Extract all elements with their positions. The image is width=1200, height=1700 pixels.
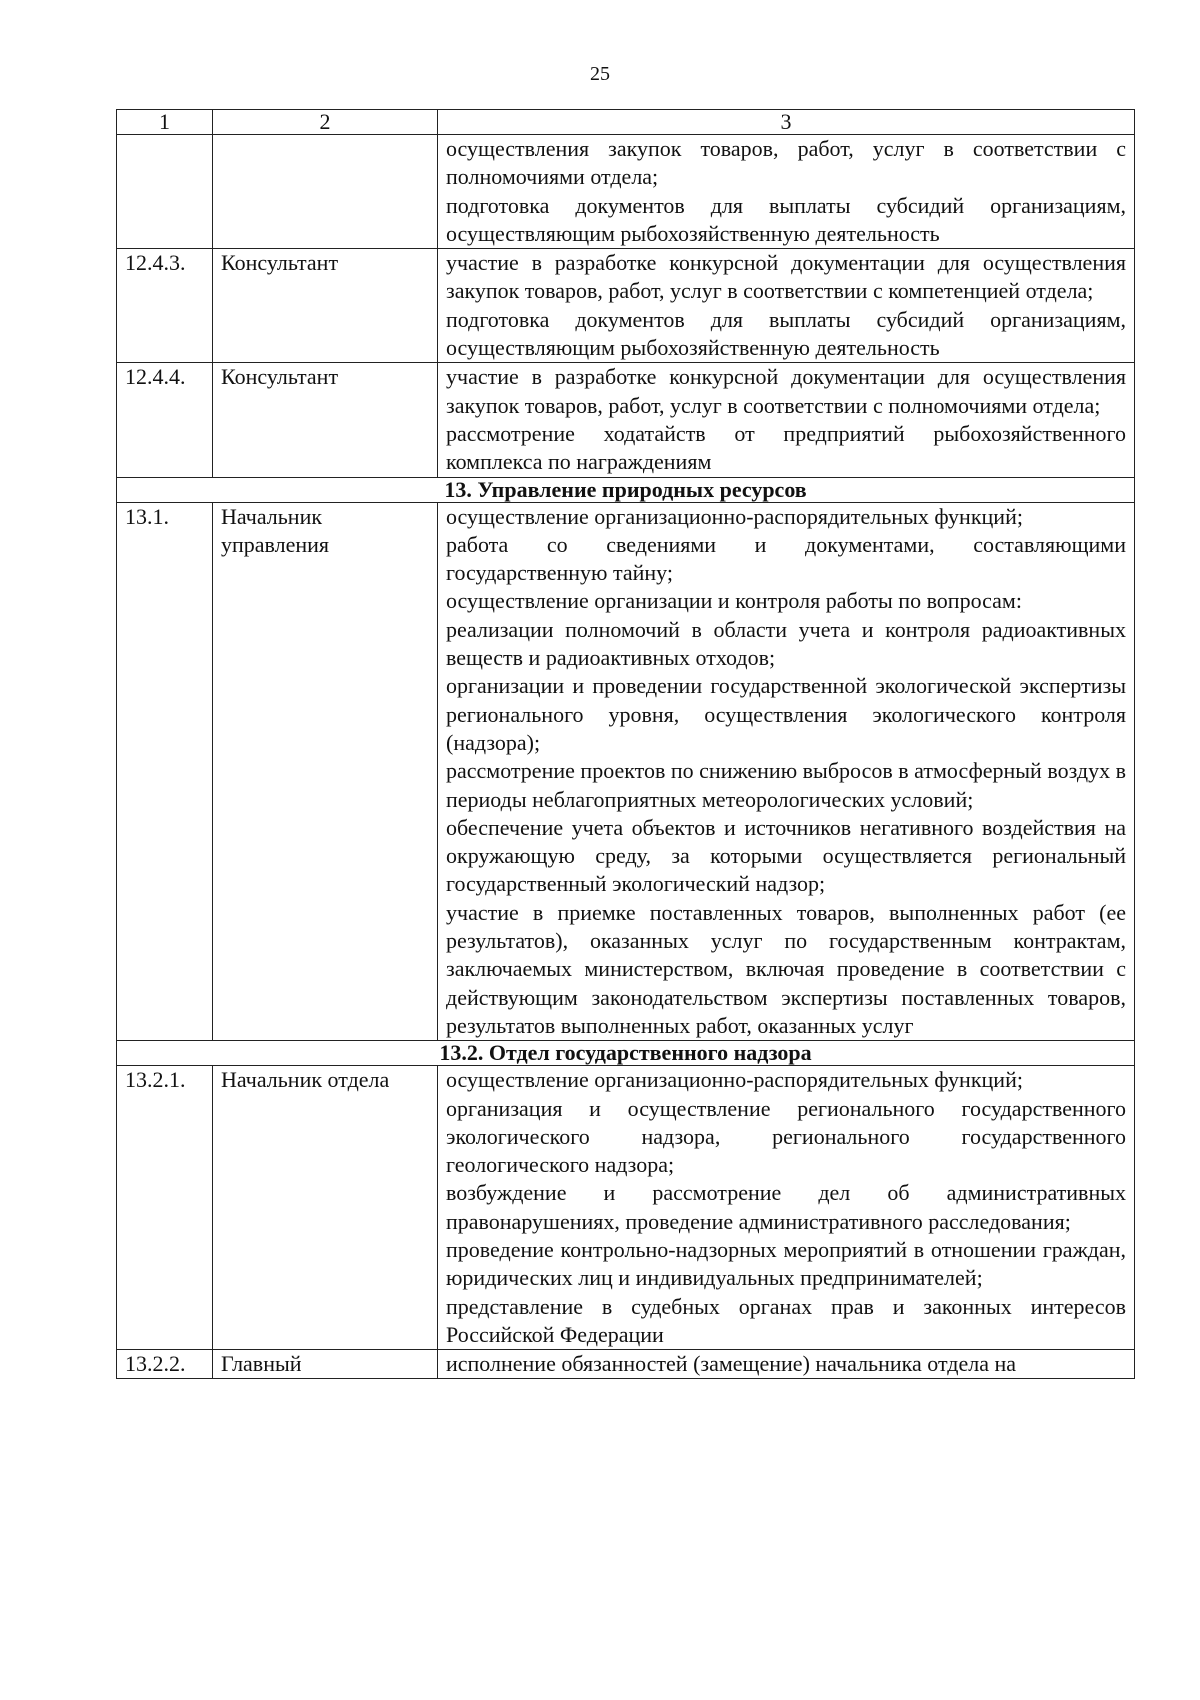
row-number: 13.1. xyxy=(117,502,213,1041)
page-number: 25 xyxy=(590,63,610,85)
duty-item: представление в судебных органах прав и законных интересов Российской Федерации xyxy=(446,1293,1126,1347)
section-title: 13. Управление природных ресурсов xyxy=(117,477,1135,502)
duty-item: реализации полномочий в области учета и контроля радиоактивных веществ и радиоактивных отходов; xyxy=(446,616,1126,671)
row-number: 13.2.1. xyxy=(117,1066,213,1350)
duty-item: исполнение обязанностей (замещение) начальника отдела на xyxy=(446,1351,1017,1377)
duty-item: подготовка документов для выплаты субсидий организациям, осуществляющим рыбохозяйственную деятельность xyxy=(446,192,1126,246)
duty-item: осуществление организационно-распорядительных функций; xyxy=(446,1067,1023,1093)
row-number xyxy=(117,135,213,249)
row-position: Консультант xyxy=(213,363,438,477)
row-position xyxy=(213,135,438,249)
table-row xyxy=(117,502,1135,1041)
row-duties xyxy=(438,135,1135,249)
row-duties xyxy=(438,363,1135,477)
header-col-2: 2 xyxy=(213,110,438,135)
row-duties xyxy=(438,1350,1135,1379)
table-row xyxy=(117,1350,1135,1379)
header-col-3: 3 xyxy=(438,110,1135,135)
duty-item: работа со сведениями и документами, составляющими государственную тайну; xyxy=(446,531,1126,586)
header-col-1: 1 xyxy=(117,110,213,135)
table-header-row xyxy=(117,110,1135,135)
duty-item: рассмотрение проектов по снижению выбросов в атмосферный воздух в периоды неблагоприятных метеорологических условий; xyxy=(446,758,1126,812)
duty-item: осуществление организации и контроля работы по вопросам: xyxy=(446,588,1022,614)
table-row xyxy=(117,249,1135,363)
row-duties xyxy=(438,502,1135,1041)
duty-item: рассмотрение ходатайств от предприятий рыбохозяйственного комплекса по награждениям xyxy=(446,420,1126,475)
row-number: 12.4.3. xyxy=(117,249,213,363)
duty-item: возбуждение и рассмотрение дел об административных правонарушениях, проведение административного расследования; xyxy=(446,1180,1126,1234)
section-row xyxy=(117,1041,1135,1066)
duty-item: обеспечение учета объектов и источников негативного воздействия на окружающую среду, за которыми осуществляется региональный государственный экологический надзор; xyxy=(446,814,1126,897)
row-position: Главный xyxy=(213,1350,438,1379)
duty-item: проведение контрольно-надзорных мероприятий в отношении граждан, юридических лиц и индивидуальных предпринимателей; xyxy=(446,1236,1126,1291)
row-number: 12.4.4. xyxy=(117,363,213,477)
staff-duties-table xyxy=(116,109,1135,1379)
duty-item: осуществление организационно-распорядительных функций; xyxy=(446,503,1023,529)
row-duties xyxy=(438,1066,1135,1350)
table-row xyxy=(117,363,1135,477)
row-duties xyxy=(438,249,1135,363)
duty-item: осуществления закупок товаров, работ, услуг в соответствии с полномочиями отдела; xyxy=(446,136,1126,190)
section-row xyxy=(117,477,1135,502)
section-title: 13.2. Отдел государственного надзора xyxy=(117,1041,1135,1066)
duty-item: подготовка документов для выплаты субсидий организациям, осуществляющим рыбохозяйственную деятельность xyxy=(446,306,1126,361)
table-row xyxy=(117,135,1135,249)
row-position: Начальник отдела xyxy=(213,1066,438,1350)
duty-item: участие в разработке конкурсной документации для осуществления закупок товаров, работ, услуг в соответствии с полномочиями отдела; xyxy=(446,364,1126,418)
row-position: Консультант xyxy=(213,249,438,363)
duty-item: организация и осуществление регионального государственного экологического надзора, регионального государственного геологического надзора; xyxy=(446,1095,1126,1178)
row-number: 13.2.2. xyxy=(117,1350,213,1379)
duty-item: участие в приемке поставленных товаров, выполненных работ (ее результатов), оказанных услуг по государственным контрактам, заключаемых министерством, включая проведение в соответствии с действующим законодательством экспертизы поставленных товаров, результатов выполненных работ, оказанных услуг xyxy=(446,899,1126,1038)
duty-item: организации и проведении государственной экологической экспертизы регионального уровня, осуществления экологического контроля (надзора); xyxy=(446,673,1126,755)
row-position: Начальник управления xyxy=(213,502,438,1041)
duty-item: участие в разработке конкурсной документации для осуществления закупок товаров, работ, услуг в соответствии с компетенцией отдела; xyxy=(446,250,1126,304)
table-row xyxy=(117,1066,1135,1350)
